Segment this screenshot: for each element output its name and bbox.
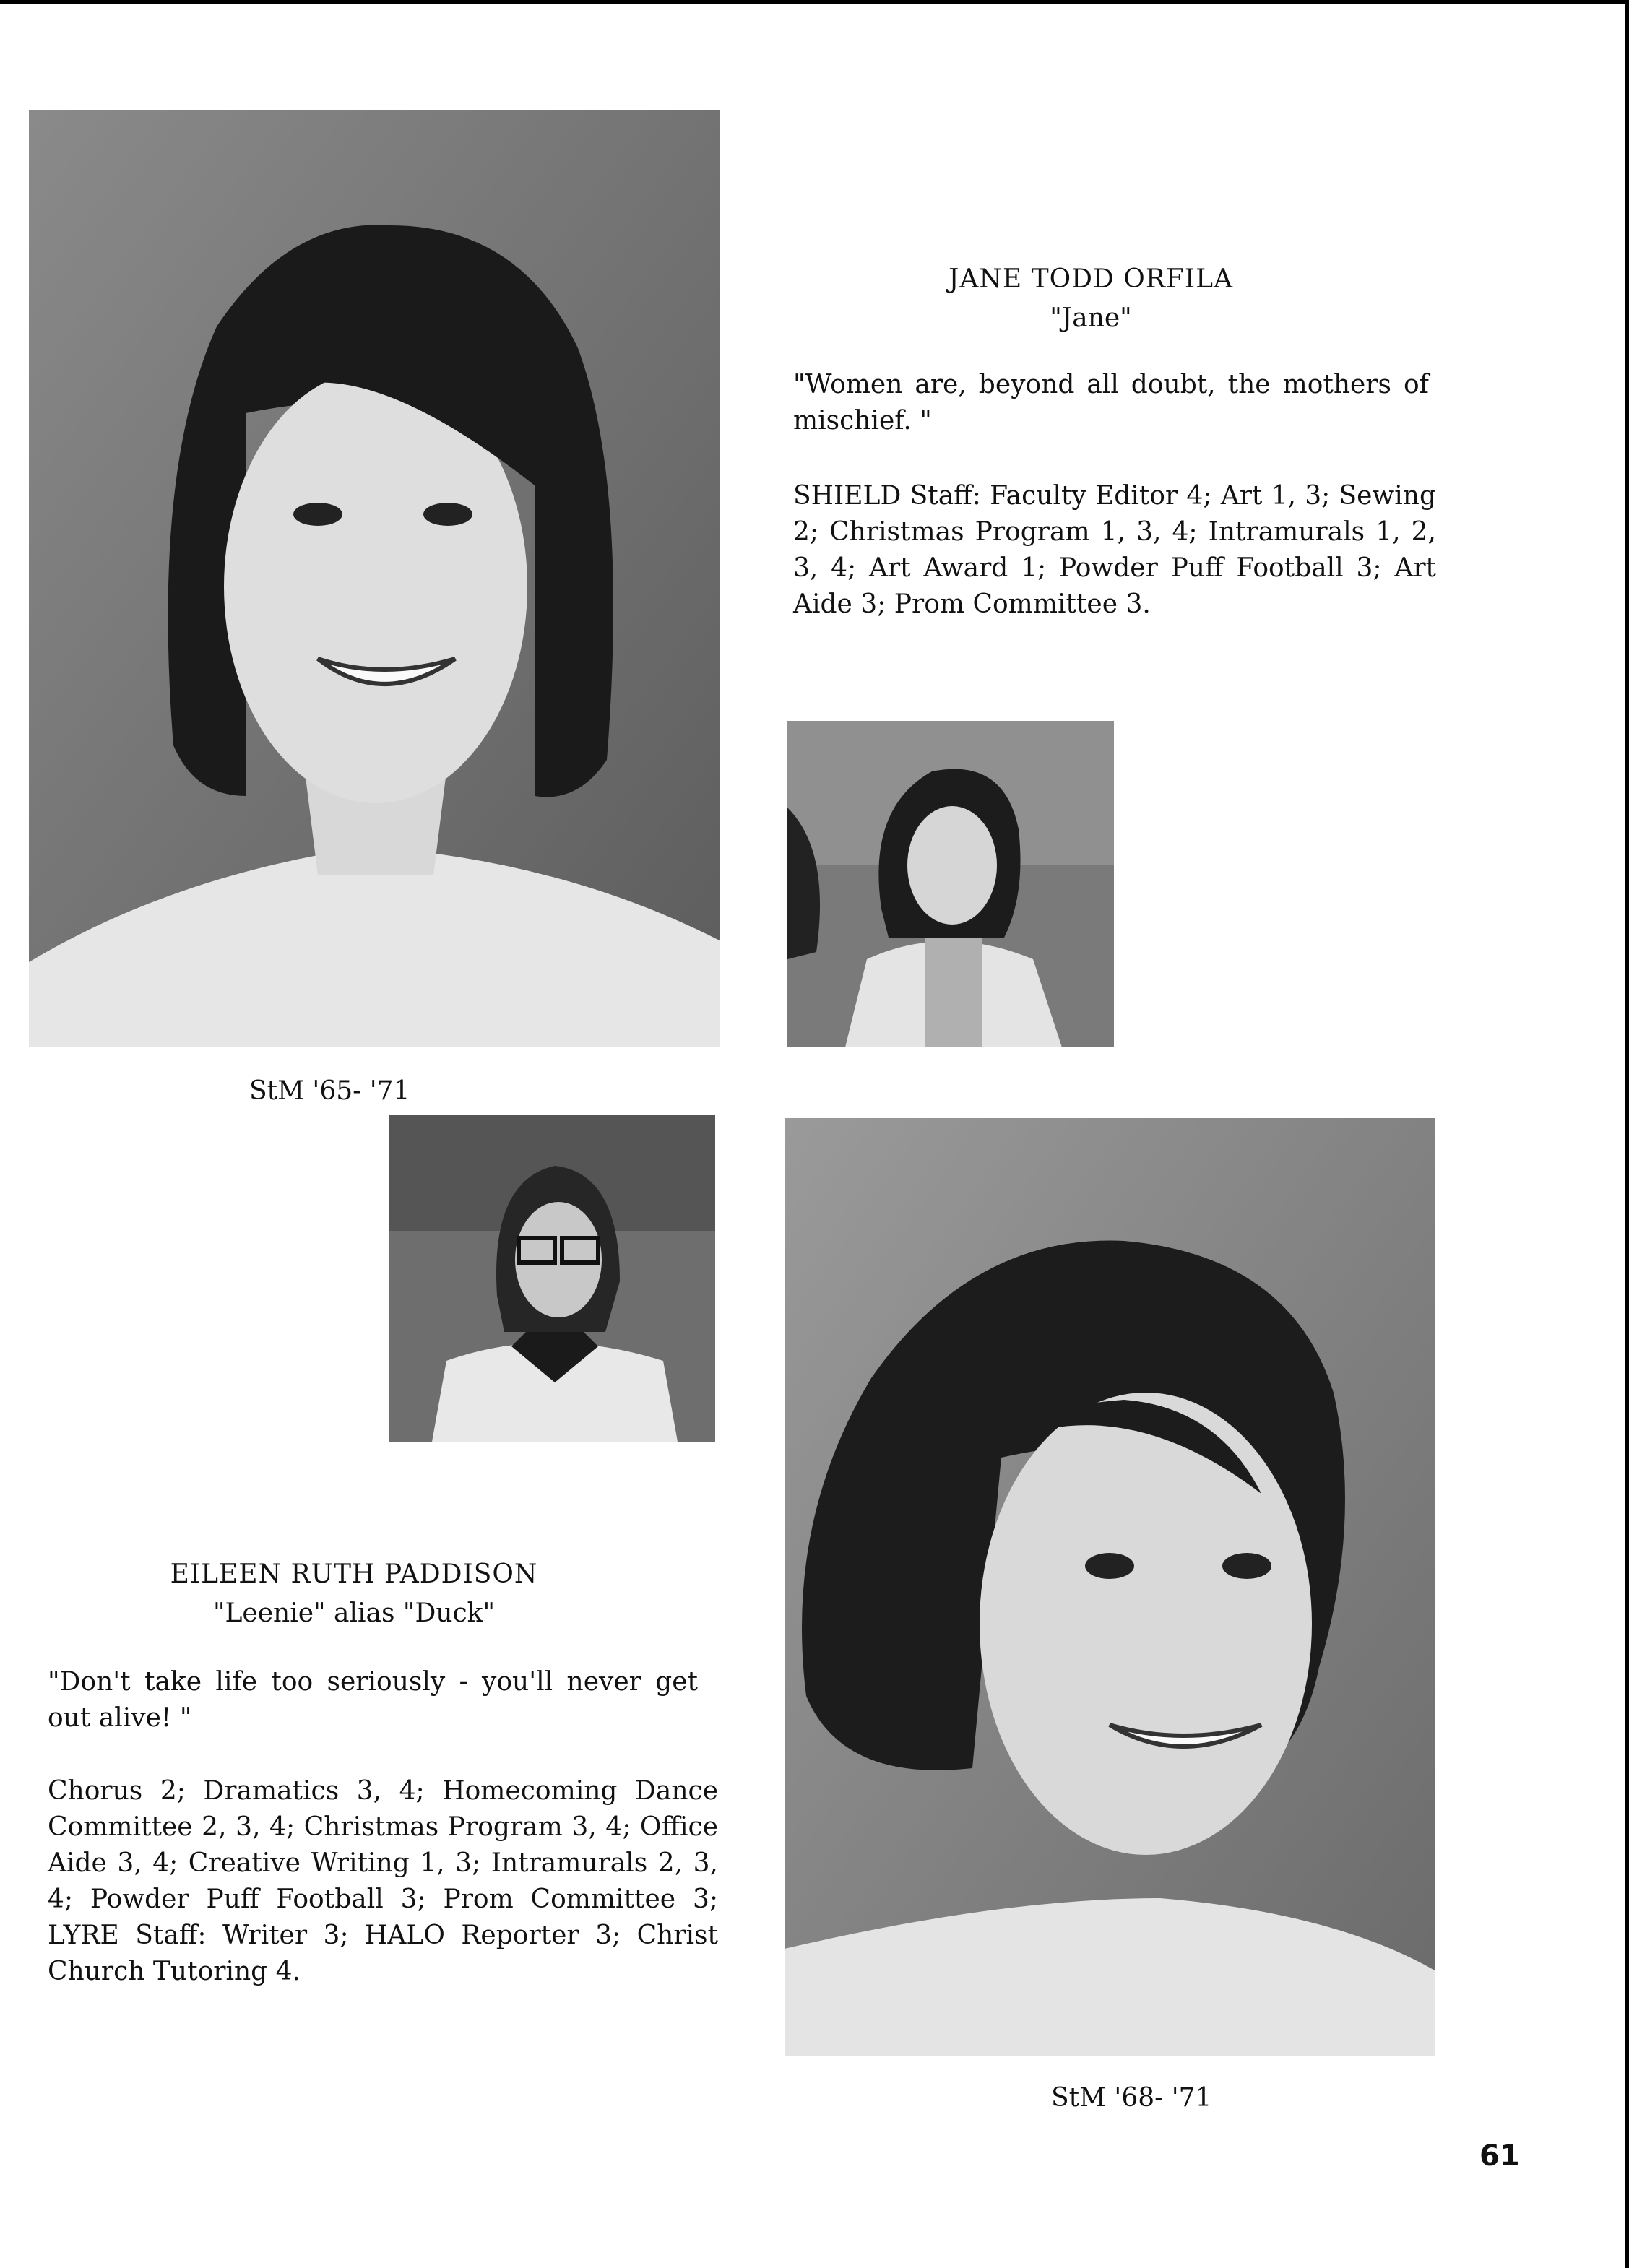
student-name: EILEEN RUTH PADDISON [170,1559,538,1589]
attendance-years-caption: StM '68- '71 [1051,2083,1212,2113]
student-nickname: "Jane" [1050,303,1132,333]
student-nickname: "Leenie" alias "Duck" [212,1598,496,1628]
student-quote: "Don't take life too seriously - you'll never get out alive! " [48,1667,698,1733]
candid-photo-jane [787,721,1114,1047]
student-name: JANE TODD ORFILA [948,264,1234,294]
candid-photo-eileen [389,1115,715,1442]
senior-portrait-eileen [785,1118,1435,2056]
page-top-edge [0,0,1629,4]
page-right-edge [1625,0,1629,2268]
student-activities: Chorus 2; Dramatics 3, 4; Homecoming Dance Committee 2, 3, 4; Christmas Program 3, 4; Office Aide 3, 4; Creative Writing 1, 3; Intramurals 2, 3, 4; Powder Puff Football 3; Prom Committee 3; LYRE Staff: Writer 3; HALO Reporter 3; Christ Church Tutoring 4. [48,1776,718,1986]
attendance-years-caption: StM '65- '71 [249,1076,410,1106]
student-quote: "Women are, beyond all doubt, the mothers of mischief. " [793,370,1429,436]
senior-portrait-jane [29,110,720,1047]
page-number: 61 [1479,2139,1520,2173]
student-activities: SHIELD Staff: Faculty Editor 4; Art 1, 3; Sewing 2; Christmas Program 1, 3, 4; Intramurals 1, 2, 3, 4; Art Award 1; Powder Puff Football 3; Art Aide 3; Prom Committee 3. [793,481,1436,619]
